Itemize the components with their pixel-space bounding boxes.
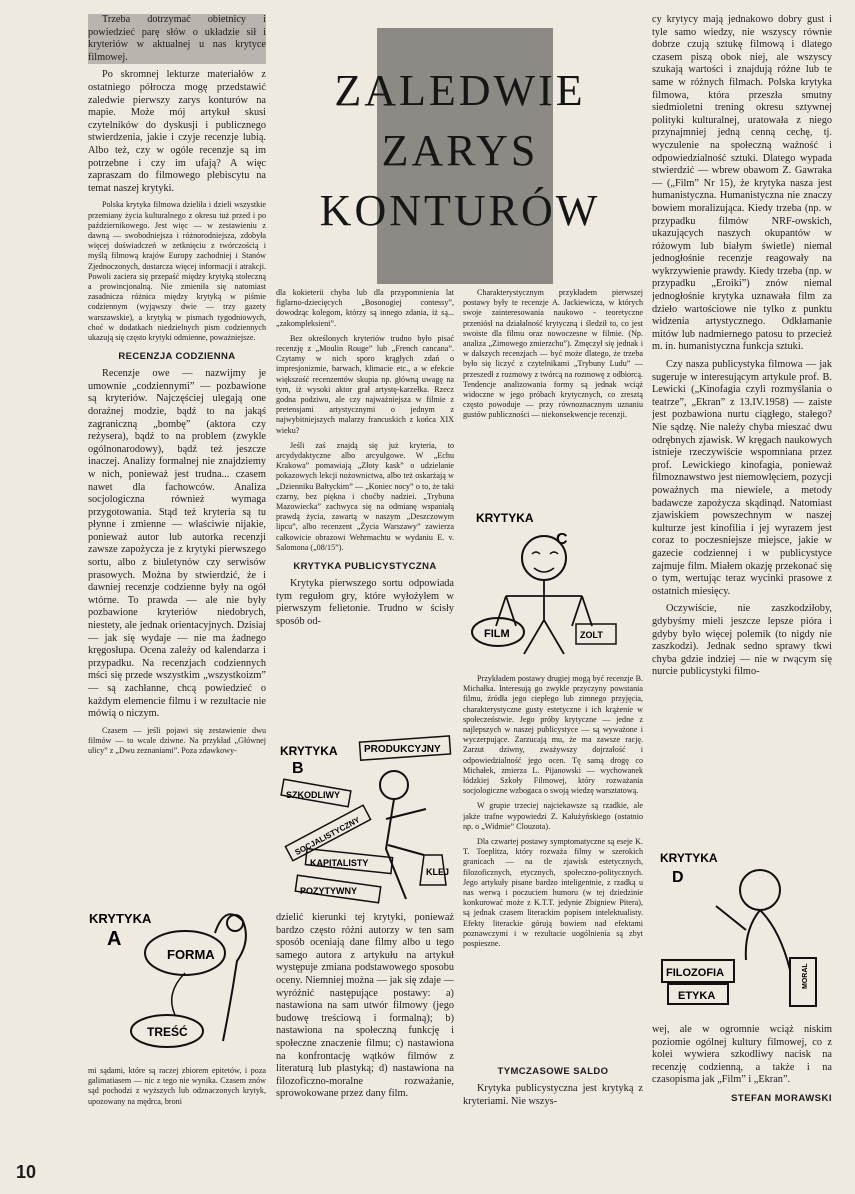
title-line-1: ZALEDWIE xyxy=(334,66,586,115)
paragraph: Recenzje owe — nazwijmy je umownie „codziennymi” — pozbawione są kryteriów. Najczęściej ulegają one doraźnej modzie, bądź to na jakąś zagraniczną „bombę” (aktora czy reżysera), bądź to na problem (zwykle ogólnonarodowy), bądź też jeszcze inaczej. Analizy formalnej nie znajdziemy w nich, ponieważ jest trudna... czasem nawet dla fachowców. Analiza socjologiczna również wymaga przygotowania. Stąd też kryteria są tu płynne i zmienne — właściwie nijakie, ponieważ autor lub autorka recenzji zawsze zapożycza je z krytyki pierwszego sortu, albo z biuletynów czy serwisów prasowych. Można by stwierdzić, że i dawniej recenzje codzienne były na ogół wtórne. To prawda — ale nie były pozbawione kryteriów niedobrych, niestety, ale jednak orientacyjnych. Dzisiaj — jak się wydaje — nie ma żadnego kręgosłupa. Ocena zależy od kalendarza i przypadku. Na recenzjach codziennych mści się przede wszystkim „wszystkoizm” — są zachłanne, chcą powiedzieć o każdym elemencie filmu i w rezultacie nie mówią o niczym. xyxy=(88,368,266,720)
page-number: 10 xyxy=(16,1162,37,1182)
cartoon-a-label-1: KRYTYKA xyxy=(89,911,152,926)
paragraph: Przykładem postawy drugiej mogą być recenzje B. Michałka. Interesują go zwykle przyczyny powstania filmu, źródła jego ciepłego lub zimnego przyjęcia, charakterystyczne gusty estetyczne i ich krążenie w społeczeństwie. Jego próby krytyczne — jedne z najlepszych w naszej publicystyce — są wyważone i wyczerpujące. Zarzucają mu, że ma zawsze rację. Zarzut dziwny, zważywszy dojrzałość i odpowiedzialność jego ocen. Tę samą drogę co Michałek, zmierza L. Pijanowski — wychowanek łódzkiej Szkoły Filmowej, który rozważania socjologiczne wzbogaca o swoją wiedzę warsztatową. xyxy=(463,674,643,796)
cartoon-b-label-1: KRYTYKA xyxy=(280,744,338,758)
intro-paragraph-1: Trzeba dotrzymać obietnicy i powiedzieć parę słów o układzie sił i kryteriów w aktualnej u nas krytyce filmowej. xyxy=(88,14,266,63)
paragraph: Jeśli zaś znajdą się już kryteria, to arcydydaktyczne albo arcyulgowe. W „Echu Krakowa” pomawiają „Złoty kask” o udzielanie pokazowych lekcji nożownictwa, albo też oskarżają w „Dzienniku Bałtyckim” — „Koniec nocy” o to, że taki czarny, bez piękna i choćby nadziei. „Trybuna Mazowiecka” zachwyca się na odmianę wspaniałą prawdą życia, zawartą w naszym „Deszczowym lipcu”, albo recenzent „Życia Warszawy” zawierza całkowicie obrazowi Wehrmachtu w wydaniu E. v. Salomona („08/15”). xyxy=(276,440,454,552)
column-2 xyxy=(276,288,454,716)
cartoon-d-label-1: KRYTYKA xyxy=(660,851,718,865)
cartoon-c-word-zolt: ZOLT xyxy=(580,630,603,640)
cartoon-krytyka-a xyxy=(85,893,265,1063)
paragraph: Polska krytyka filmowa dzieliła i dzieli wszystkie przemiany życia kulturalnego z okresu tuż przed i po październikowego. Jest więc — w zestawieniu z dawną — swobodniejsza i różnorodniejsza, zdobyła więcej doświadczeń w zetknięciu z twórczością i myślą filmową krajów Europy zachodniej i Stanów Zjednoczonych, dostarcza więcej informacji i atrakcji. Powoli zaciera się przepaść między krytyką stołeczną a prowincjonalną. Nie zmieniła się natomiast zasadnicza różnica między krytyką w piśmie codziennym (wyjąwszy dwie — trzy gazety warszawskie), a krytyką w pismach tygodniowych, choć w dodatkach niedzielnych pism codziennych ukazują się często krytyki odmienne, poważniejsze. xyxy=(88,200,266,342)
paragraph: Oczywiście, nie zaszkodziłoby, gdybyśmy mieli jeszcze lepsze pióra i gdyby było więcej polemik (to nigdy nie zaszkodzi). Jednak sedno sprawy tkwi chyba gdzie indziej — nie w rwącym się nurcie publicystyki filmo- xyxy=(652,603,832,678)
column-3-middle xyxy=(463,674,643,1054)
cartoon-d-word-etyka: ETYKA xyxy=(678,990,716,1002)
cartoon-krytyka-b xyxy=(276,735,462,913)
cartoon-d-word-moral: MORAL xyxy=(802,963,809,989)
paragraph: Krytyka publicystyczna jest krytyką z kryteriami. Nie wszys- xyxy=(463,1083,643,1107)
column-3 xyxy=(463,288,643,500)
cartoon-d-label-2: D xyxy=(672,869,684,886)
title-line-3: KONTURÓW xyxy=(319,186,601,235)
title-line-2: ZARYS xyxy=(381,126,539,175)
cartoon-b-label-2: B xyxy=(292,760,304,777)
cartoon-c-label-1: KRYTYKA xyxy=(476,511,534,525)
paragraph: dzielić kierunki tej krytyki, ponieważ bardzo często różni autorzy w ten sam sposób oceniają dane filmy albo u tego samego autora z artykułu na artykuł występuje zmiana podstawowego sposobu oceny. Niemniej można — jak się zdaje — wyróżnić następujące postawy: a) nastawiona na sam utwór filmowy (jego budowę treściową i formalną); b) nastawiona na społeczną funkcję i społeczne znaczenie filmu; c) nastawiona na konfrontację wątków filmów z literaturą lub plastyką; d) nastawiona na filozoficzno-moralne rozważanie, sprowokowane przez dany film. xyxy=(276,912,454,1100)
author-signature: STEFAN MORAWSKI xyxy=(731,1092,832,1104)
paragraph: cy krytycy mają jednakowo dobry gust i tyle samo wiedzy, nie wszyscy równie dobrze czują sztukę filmową i dlatego czasem piszą obok niej, ale wszyscy szukają wartości i znajdują różne lub te same w różnych filmach. Polska krytyka filmowa, która przeszła smutny siedmioletni trening okresu sztywnej polityki kulturalnej, uratowała z niego przynajmniej jedną cenną cechę, tj. wyczulenie na społeczną ważność i odpowiedzialność sztuki. Dlatego wypada stwierdzić — wbrew obawom Z. Gawraka — („Film” Nr 15), że krytyka nasza jest humanistyczna. Humanistyczna nie znaczy bowiem moralizująca. Kiedy trzeba (np. w przypadku filmów NRF-owskich, ukazujących naszych okupantów w różowym lub białym świetle) niemal jednogłośnie recenzje reagowały na wykrzywienie prawdy. Kiedy trzeba (np. w przypadku „Eroiki”) znów niemal jednogłośnie krytyka uznawała film za dzieło wartościowe nie tylko z punktu widzenia artystycznego. Odkłamanie mitów lub nadmiernego patosu to przecież m. in. humanistyczna funkcja sztuki. xyxy=(652,14,832,353)
section-heading-publicystyczna: KRYTYKA PUBLICYSTYCZNA xyxy=(293,561,437,573)
column-1 xyxy=(88,14,266,899)
cartoon-d-word-filozofia: FILOZOFIA xyxy=(666,967,725,979)
cartoon-krytyka-d xyxy=(656,840,834,1018)
paragraph: Bez określonych kryteriów trudno było pisać recenzję z „Moulin Rouge” lub „French cancana”. Czytamy w nich sporo krągłych zdań o impresjonizmie, barwach, klimacie etc., a w efekcie większość recenzentów skupia np. główną uwagę na tym, iż wysoki aktor grał artystę-karzełka. Rzecz godna podziwu, ale czy najważniejsza w filmie z pretensjami artystycznymi o jednym z najwybitniejszych malarzy francuskich z końca XIX wieku? xyxy=(276,333,454,435)
cartoon-c-label-2: C xyxy=(556,531,568,548)
cartoon-a-word-forma: FORMA xyxy=(167,947,215,962)
cartoon-a-label-2: A xyxy=(107,928,122,950)
cartoon-b-word-produkcyjny: PRODUKCYJNY xyxy=(364,744,441,755)
column-1-bottom xyxy=(88,1066,266,1146)
article-title xyxy=(300,66,620,236)
paragraph: Charakterystycznym przykładem pierwszej postawy były te recenzje A. Jackiewicza, w których swoje zainteresowania naukowo - teoretyczne przeniósł na działalność krytyczną i śledził to, co jest swoiste dla filmu oraz nowoczesne w filmie. (Np. analiza „Zimowego zmierzchu”). Zmęczył się jednak i w dalszych recenzjach — być może dlatego, że trzeba było się liczyć z czytelnikami „Trybuny Ludu” — przeszedł z rozmowy z twórcą na rozmowę z odbiorcą. Tendencje analizowania formy są jednak wciąż widoczne w jego próbach krytycznych, co zresztą często powoduje — przy równoznacznym uznaniu gustów publiczności — niekonsekwencje recenzji. xyxy=(463,288,643,420)
paragraph: Czasem — jeśli pojawi się zestawienie dwu filmów — to wcale dziwne. Na przykład „Głównej ulicy” z „Dwu zeznaniami”. Poza zdawkowy- xyxy=(88,725,266,756)
column-4-bottom xyxy=(652,1024,832,1154)
paragraph: Czy nasza publicystyka filmowa — jak sugeruje w interesującym artykule prof. B. Lewicki („Kinofagia czyli rozmyślania o teatrze”, „Ekran” z 13.IV.1958) — zaiste jest pozbawiona nurtu ciągłego, stałego? Nie sądzę. Nie należy chyba mieszać dwu odrębnych zjawisk. W kręgach naukowych istnieje rzeczywiście wspomniana przez prof. Lewickiego kinofagia, ponieważ filmoznawstwo jest niemowlęciem, pozycji poważnych ma niewiele, a metody badawcze zapożycza skądinąd. Natomiast zjawiskiem powszechnym w naszej kulturze jest kinofilia i jej wyrazem jest coraz to poczesniejsze miejsce, jakie w gazecie codziennej i w publicystyce zajmuje film. Miałem okazję przekonać się o tym, wertując teraz wycinki prasowe z ostatnich miesięcy. xyxy=(652,359,832,597)
paragraph: mi sądami, które są raczej zbiorem epitetów, i poza galimatiasem — nic z tego nie wynika. Czasem znów sąd pochodzi z wyższych lub odznaczonych krytyk, upozowany na mędrca, broni xyxy=(88,1066,266,1106)
column-3-bottom xyxy=(463,1058,643,1148)
paragraph: W grupie trzeciej najciekawsze są rzadkie, ale jakże trafne wypowiedzi Z. Kałużyńskiego (ostatnio np. o „Widmie” Clouzota). xyxy=(463,801,643,831)
intro-paragraph-2: Po skromnej lekturze materiałów z ostatniego półrocza mogę przedstawić zaledwie pierwszy zarys konturów na mapie. Może mój artykuł skusi czytelników do dyskusji i publicznego stwierdzenia, jakie i czyje recenzje lubią. Albo też, czy w ogóle recenzje są im potrzebne i czy im ufają? A więc zapraszam do filmowego plebiscytu na temat naszej krytyki. xyxy=(88,69,266,194)
section-heading-saldo: TYMCZASOWE SALDO xyxy=(497,1066,609,1077)
column-2-bottom xyxy=(276,912,454,1142)
cartoon-b-word-klej: KLEJ xyxy=(426,867,450,877)
cartoon-b-word-pozytywny: POZYTYWNY xyxy=(300,886,358,896)
paragraph: Krytyka pierwszego sortu odpowiada tym regułom gry, które wyłożyłem w pierwszym felietonie. Trudno w ścisły sposób od- xyxy=(276,578,454,627)
cartoon-c-word-film: FILM xyxy=(484,628,510,640)
cartoon-b-word-socjalistyczny: SOCJALISTYCZNY xyxy=(293,815,362,858)
cartoon-b-word-szkodliwy: SZKODLIWY xyxy=(286,790,340,800)
column-4 xyxy=(652,14,832,834)
paragraph: dla kokieterii chyba lub dla przypomnienia lat figlarno-dziecięcych „Bosonogiej contessy”, dowodząc kolegom, którzy są innego zdania, iż są... „zakompleksieni”. xyxy=(276,288,454,328)
paragraph: wej, ale w ogromnie wciąż niskim poziomie ogólnej kultury filmowej, co z kolei wywiera szkodliwy nacisk na recenzję codzienną, a także i na czasopisma jak „Film” i „Ekran”. xyxy=(652,1024,832,1086)
cartoon-b-word-kapitalisty: KAPITALISTY xyxy=(310,858,369,868)
section-heading-recenzja: RECENZJA CODZIENNA xyxy=(118,351,236,363)
paragraph: Dla czwartej postawy symptomatyczne są eseje K. T. Toeplitza, który rozważa filmy w szerokich granicach — na tle zjawisk estetycznych, filozoficznych, etycznych, społeczno-politycznych. Jego artykuły pisane bardzo inteligentnie, z rzadką u nas werwą i poczuciem humoru (w tej dziedzinie konkurować może z K.T.T. jedynie Zbigniew Pitera), są jednak czasem literackim popisem intelektualisty. Efekty literackie górują bowiem nad efektami poznawczymi i w rezultacie uogólnienia są zbyt pospieszne. xyxy=(463,837,643,949)
cartoon-krytyka-c xyxy=(466,500,644,670)
cartoon-a-word-tresc: TREŚĆ xyxy=(147,1025,188,1039)
